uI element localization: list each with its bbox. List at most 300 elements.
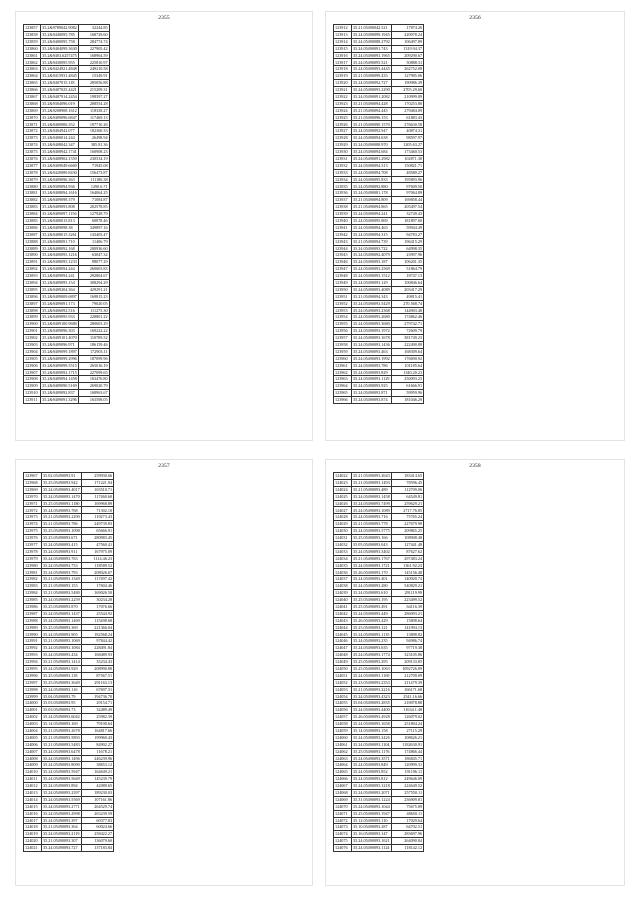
row-id-cell: 124047: [334, 645, 352, 652]
table-row: [334, 548, 424, 555]
row-code-cell: 35.02.05490093.91: [42, 473, 82, 480]
table-row: [24, 183, 110, 190]
row-code-cell: 35.24.05490093.1496: [43, 755, 80, 761]
row-id-cell: 124054: [334, 693, 352, 700]
row-id-cell: 124067: [334, 783, 352, 790]
row-id-cell: 124017: [24, 817, 42, 824]
row-code-cell: 35.24.05490093.4017: [43, 486, 80, 492]
row-amount-cell: 63047.32: [78, 252, 109, 259]
table-row: [24, 610, 114, 617]
row-code-cell: 35.24.05490093.397: [42, 817, 82, 824]
row-amount-cell: 48580.27: [391, 169, 423, 176]
row-amount-cell: 167975.09: [81, 548, 113, 555]
row-amount-cell: 227905.42: [78, 45, 109, 52]
row-code-cell: 35.24.05490095.521: [352, 59, 392, 66]
row-amount-cell: 64998.35: [391, 245, 423, 252]
row-code-cell: 35.21.05490093.5893: [43, 734, 80, 740]
row-amount-cell: 115498.68: [81, 617, 113, 624]
row-code-cell: 35.24.05490093.187: [352, 259, 392, 266]
table-row: [334, 514, 424, 521]
table-row: [334, 73, 424, 80]
row-amount-cell: 101185.64: [391, 362, 423, 369]
row-id-cell: 123862: [24, 59, 41, 66]
row-amount-cell: 98597.97: [391, 135, 423, 142]
row-id-cell: 123963: [334, 376, 352, 383]
row-amount-cell: 163598.05: [78, 397, 109, 404]
row-code-cell: 35.14.05490093.158: [352, 727, 392, 734]
row-amount-cell: 111186.38: [78, 176, 109, 183]
row-id-cell: 123885: [24, 217, 41, 224]
table-row: [334, 217, 424, 224]
ledger-table: [23, 24, 110, 404]
row-amount-cell: 40874.31: [391, 128, 423, 135]
row-amount-cell: 208554.28: [78, 100, 109, 107]
table-row: [334, 59, 424, 66]
row-amount-cell: 18747.13: [391, 273, 423, 280]
table-row: [334, 183, 424, 190]
table-row: [24, 341, 110, 348]
table-row: [334, 624, 424, 631]
table-row: [334, 397, 424, 404]
row-id-cell: 124018: [24, 824, 42, 831]
row-amount-cell: 2705.29.60: [391, 87, 423, 94]
row-amount-cell: 265016.19: [78, 362, 109, 369]
row-id-cell: 123941: [334, 224, 352, 231]
table-row: [24, 93, 110, 100]
row-id-cell: 124007: [24, 748, 42, 755]
row-id-cell: 124003: [24, 721, 42, 728]
row-code-cell: 35.24.05490091.2982: [353, 155, 390, 161]
table-row: [24, 486, 114, 493]
row-code-cell: 35.21.05490096.153: [352, 114, 392, 121]
row-id-cell: 123929: [334, 142, 352, 149]
row-id-cell: 124001: [24, 707, 42, 714]
row-id-cell: 123911: [24, 397, 41, 404]
row-amount-cell: 117469.13: [78, 114, 109, 121]
row-code-cell: 35.24.05490081.178: [352, 190, 392, 197]
row-id-cell: 123902: [24, 335, 41, 342]
row-id-cell: 124012: [24, 783, 42, 790]
table-row: [24, 679, 114, 686]
table-row: [24, 66, 110, 73]
row-code-cell: 35.24.05490093.1774: [353, 652, 390, 658]
table-row: [334, 224, 424, 231]
table-row: [24, 114, 110, 121]
row-code-cell: 35.24.05490093.2259: [43, 597, 80, 603]
row-amount-cell: 100846.64: [391, 279, 423, 286]
row-code-cell: 35.24.05490093.1129: [353, 376, 390, 382]
row-amount-cell: 97719.38: [391, 645, 423, 652]
table-row: [334, 555, 424, 562]
page-number: 2355: [158, 15, 170, 21]
row-code-cell: 35.24.05490093.2426: [353, 734, 390, 740]
row-id-cell: 123972: [24, 507, 42, 514]
table-row: [24, 845, 114, 852]
row-id-cell: 124028: [334, 514, 352, 521]
row-id-cell: 124005: [24, 734, 42, 741]
table-row: [334, 769, 424, 776]
row-id-cell: 124048: [334, 652, 352, 659]
row-code-cell: 35.24.05490093.793: [42, 569, 82, 576]
row-code-cell: 35.24.05490093.763: [42, 555, 82, 562]
table-row: [334, 762, 424, 769]
row-code-cell: 35.24.05490093.4445: [353, 66, 390, 72]
row-amount-cell: 279742.71: [391, 321, 423, 328]
row-code-cell: 35.21.05490093.364: [42, 824, 82, 831]
row-id-cell: 123926: [334, 121, 352, 128]
table-row: [334, 776, 424, 783]
row-amount-cell: 47560.41: [81, 541, 113, 548]
row-id-cell: 123944: [334, 245, 352, 252]
row-code-cell: 35.24.05490093.3402: [353, 548, 390, 554]
row-amount-cell: 260603.83: [78, 266, 109, 273]
table-row: [24, 142, 110, 149]
row-amount-cell: 182360.33: [78, 128, 109, 135]
row-id-cell: 123971: [24, 500, 42, 507]
table-row: [334, 597, 424, 604]
row-code-cell: 35.24.05490091.743: [352, 45, 392, 52]
row-amount-cell: 60878.46: [78, 217, 109, 224]
table-row: [24, 659, 114, 666]
row-id-cell: 123936: [334, 190, 352, 197]
table-row: [334, 541, 424, 548]
row-code-cell: 35.25.05490093.195: [352, 597, 392, 604]
table-row: [24, 252, 110, 259]
row-code-cell: 35.25.05490093.118: [42, 672, 82, 679]
table-row: [24, 355, 110, 362]
table-row: [334, 100, 424, 107]
table-row: [24, 266, 110, 273]
table-row: [334, 273, 424, 280]
row-id-cell: 123907: [24, 369, 41, 376]
table-row: [24, 52, 110, 59]
row-code-cell: 35.2&9403.6257475: [42, 52, 77, 58]
row-amount-cell: 102871.38: [391, 155, 423, 162]
row-id-cell: 124006: [24, 741, 42, 748]
row-id-cell: 123863: [24, 66, 41, 73]
row-code-cell: 35.24.05490093.2071: [353, 790, 390, 796]
row-code-cell: 35.24.05490093.116: [42, 686, 82, 693]
row-code-cell: 35.2&9409092.837: [41, 390, 79, 397]
row-code-cell: 35.25.05490093.121: [352, 624, 392, 631]
table-row: [334, 121, 424, 128]
row-amount-cell: 164649.21: [81, 769, 113, 776]
table-row: [24, 128, 110, 135]
row-amount-cell: 285056.88: [78, 80, 109, 87]
table-row: [24, 645, 114, 652]
table-row: [334, 638, 424, 645]
row-code-cell: 35.2&9408042.347: [41, 142, 79, 149]
row-id-cell: 123949: [334, 279, 352, 286]
row-amount-cell: 65666.91: [81, 528, 113, 535]
row-id-cell: 123895: [24, 286, 41, 293]
table-row: [334, 252, 424, 259]
row-code-cell: 35.24.05490092.947: [352, 128, 392, 135]
row-id-cell: 123928: [334, 135, 352, 142]
row-code-cell: 35.24.05490093.722: [352, 245, 392, 252]
row-code-cell: 35.21.05490093.1069: [43, 638, 80, 644]
row-id-cell: 123978: [24, 548, 42, 555]
table-row: [334, 521, 424, 528]
row-amount-cell: 195893.96: [391, 176, 423, 183]
row-code-cell: 35.24.05490093.1044: [353, 803, 390, 809]
row-amount-cell: 108626.21: [391, 734, 423, 741]
row-id-cell: 123915: [334, 45, 352, 52]
row-id-cell: 123860: [24, 45, 41, 52]
row-code-cell: 35.21.05490093.5483: [43, 741, 80, 747]
table-row: [24, 45, 110, 52]
table-row: [334, 831, 424, 838]
row-id-cell: 124075: [334, 838, 352, 845]
table-row: [24, 31, 110, 38]
row-amount-cell: 187099.96: [78, 355, 109, 362]
table-row: [334, 700, 424, 707]
table-row: [24, 493, 114, 500]
row-amount-cell: 189230.03: [81, 789, 113, 796]
row-amount-cell: 117497.42: [81, 576, 113, 583]
table-row: [334, 176, 424, 183]
row-amount-cell: 97844.42: [81, 638, 113, 645]
row-id-cell: 124050: [334, 665, 352, 672]
table-row: [334, 838, 424, 845]
row-amount-cell: 349897.16: [78, 224, 109, 231]
row-amount-cell: 35234.43: [81, 659, 113, 666]
row-amount-cell: 118338.27: [78, 107, 109, 114]
row-code-cell: 35.24.05490093.1470: [43, 493, 80, 499]
row-amount-cell: 51864.79: [391, 266, 423, 273]
row-amount-cell: 215209.31: [78, 87, 109, 94]
row-amount-cell: 164817.66: [81, 727, 113, 734]
row-id-cell: 124010: [24, 769, 42, 776]
row-amount-cell: 280983.45: [81, 535, 113, 542]
row-amount-cell: 160908.23: [78, 149, 109, 156]
row-code-cell: 35.2&9409098.38: [41, 224, 79, 231]
row-id-cell: 123881: [24, 190, 41, 197]
row-code-cell: 35.25.05490093.3649: [43, 679, 80, 685]
table-row: [24, 796, 114, 803]
row-id-cell: 123900: [24, 321, 41, 328]
row-id-cell: 124045: [334, 631, 352, 638]
table-row: [334, 211, 424, 218]
row-id-cell: 124016: [24, 810, 42, 817]
row-id-cell: 124019: [24, 831, 42, 838]
table-row: [334, 376, 424, 383]
table-row: [24, 741, 114, 748]
row-amount-cell: 198397.27: [78, 93, 109, 100]
row-code-cell: 35.24.05490093.3571: [353, 755, 390, 761]
row-amount-cell: 106497.89: [391, 38, 423, 45]
row-id-cell: 124025: [334, 493, 352, 500]
row-amount-cell: 32489.49: [81, 707, 113, 714]
row-amount-cell: 94986.74: [391, 638, 423, 645]
row-id-cell: 124008: [24, 755, 42, 762]
table-row: [24, 824, 114, 831]
table-row: [334, 486, 424, 493]
row-amount-cell: 11406.79: [78, 238, 109, 245]
row-code-cell: 35.26.05490093.429: [352, 617, 392, 624]
row-amount-cell: 279484.09: [391, 107, 423, 114]
table-row: [334, 817, 424, 824]
row-amount-cell: 164064.25: [78, 190, 109, 197]
table-row: [24, 80, 110, 87]
table-row: [24, 73, 110, 80]
row-id-cell: 123888: [24, 238, 41, 245]
row-amount-cell: 110709.52: [78, 335, 109, 342]
row-id-cell: 123962: [334, 369, 352, 376]
table-row: [24, 348, 110, 355]
table-row: [334, 796, 424, 803]
row-amount-cell: 120999.31: [391, 762, 423, 769]
row-code-cell: 35.24.05490093.786: [352, 362, 392, 369]
row-amount-cell: 112709.06: [391, 486, 423, 493]
row-code-cell: 35.2&9404099.3630: [42, 45, 77, 51]
table-row: [334, 341, 424, 348]
row-code-cell: 35.21.05490093.1349: [43, 576, 80, 582]
row-amount-cell: 246239.96: [81, 755, 113, 762]
row-amount-cell: 64702.51: [391, 824, 423, 831]
row-id-cell: 123913: [334, 31, 352, 38]
row-code-cell: 35.24.05490094.638: [352, 135, 392, 142]
row-amount-cell: 209133.85: [391, 659, 423, 666]
row-id-cell: 123882: [24, 197, 41, 204]
row-id-cell: 124064: [334, 762, 352, 769]
row-code-cell: 35.2&9407914.2454: [42, 93, 77, 99]
row-amount-cell: 223499.52: [391, 597, 423, 604]
table-row: [24, 721, 114, 728]
row-amount-cell: 72609.79: [391, 328, 423, 335]
row-id-cell: 123961: [334, 362, 352, 369]
table-row: [24, 473, 114, 480]
row-code-cell: 35.24.05490093.2569: [353, 266, 390, 272]
table-row: [24, 59, 110, 66]
table-row: [334, 135, 424, 142]
row-id-cell: 123975: [24, 528, 42, 535]
row-amount-cell: 194736.70: [81, 693, 113, 700]
row-code-cell: 35.21.05490042.521: [352, 25, 392, 32]
row-amount-cell: 264529.74: [81, 803, 113, 810]
row-id-cell: 123879: [24, 176, 41, 183]
table-row: [334, 679, 424, 686]
row-amount-cell: 264090.84: [391, 838, 423, 845]
table-row: [24, 838, 114, 845]
row-amount-cell: 170253.80: [391, 100, 423, 107]
table-row: [334, 493, 424, 500]
row-amount-cell: 168309.64: [391, 348, 423, 355]
row-id-cell: 124056: [334, 707, 352, 714]
table-row: [334, 279, 424, 286]
row-code-cell: 35.23.05490093.2353: [353, 679, 390, 685]
row-code-cell: 35.2&9408091.710: [41, 238, 79, 245]
row-code-cell: 35.24.05490094.708: [352, 169, 392, 176]
table-row: [334, 845, 424, 852]
row-id-cell: 124046: [334, 638, 352, 645]
table-row: [334, 721, 424, 728]
table-row: [24, 321, 110, 328]
row-id-cell: 123883: [24, 204, 41, 211]
row-amount-cell: 381749.23: [391, 335, 423, 342]
row-id-cell: 124057: [334, 714, 352, 721]
row-id-cell: 124004: [24, 727, 42, 734]
row-amount-cell: 200936.60: [78, 245, 109, 252]
row-amount-cell: 71945.08: [78, 162, 109, 169]
row-amount-cell: 181897.60: [391, 217, 423, 224]
table-row: [334, 293, 424, 300]
row-amount-cell: 323105.86: [391, 652, 423, 659]
row-code-cell: 35.21.05490094.428: [352, 100, 392, 107]
row-id-cell: 123909: [24, 383, 41, 390]
row-amount-cell: 25544.92: [81, 610, 113, 617]
row-amount-cell: 227099.65: [78, 369, 109, 376]
table-row: [334, 528, 424, 535]
table-row: [24, 300, 110, 307]
row-id-cell: 123953: [334, 307, 352, 314]
row-id-cell: 123922: [334, 93, 352, 100]
row-amount-cell: 1182630.91: [391, 741, 423, 748]
row-code-cell: 35.21.05490093.1767: [353, 555, 390, 561]
row-id-cell: 123940: [334, 217, 352, 224]
row-amount-cell: 107161.86: [81, 796, 113, 803]
table-row: [334, 707, 424, 714]
table-row: [334, 617, 424, 624]
row-amount-cell: 145156.48: [391, 569, 423, 576]
row-amount-cell: 385.81.36: [78, 142, 109, 149]
row-code-cell: 35.2&9400095.758: [41, 38, 79, 45]
row-amount-cell: 61883.43: [391, 114, 423, 121]
row-id-cell: 123859: [24, 38, 41, 45]
row-amount-cell: 64116.39: [391, 603, 423, 610]
row-code-cell: 35.25.05490093.1098: [43, 528, 80, 534]
row-code-cell: 35.24.05490093.129: [352, 279, 392, 286]
row-code-cell: 35.25.05490093.1063: [353, 665, 390, 671]
row-code-cell: 35.2&9409091.173: [41, 300, 79, 307]
table-row: [334, 693, 424, 700]
table-row: [334, 162, 424, 169]
row-amount-cell: 1340.20.23: [391, 369, 423, 376]
row-amount-cell: 15808.64: [391, 617, 423, 624]
table-row: [24, 507, 114, 514]
table-row: [334, 789, 424, 796]
row-amount-cell: 168729.60: [78, 31, 109, 38]
row-amount-cell: 126079.02: [391, 714, 423, 721]
page-number: 2357: [158, 463, 170, 469]
row-amount-cell: 286093.21: [391, 610, 423, 617]
row-amount-cell: 118589.52: [81, 562, 113, 569]
row-amount-cell: 84902.27: [81, 741, 113, 748]
row-code-cell: 35.21.05490093.2678: [43, 728, 80, 733]
row-amount-cell: 59944.49: [391, 224, 423, 231]
table-row: [334, 38, 424, 45]
row-code-cell: 35.24.05490093.1089: [353, 507, 390, 513]
row-code-cell: 35.24.05490092.4079: [353, 252, 390, 258]
row-id-cell: 123996: [24, 672, 42, 679]
table-row: [24, 217, 110, 224]
row-code-cell: 35.2&9409096.363: [41, 176, 79, 183]
row-amount-cell: 60024.66: [81, 824, 113, 831]
row-id-cell: 123939: [334, 211, 352, 218]
row-id-cell: 123870: [24, 114, 41, 121]
table-row: [24, 576, 114, 583]
table-row: [24, 789, 114, 796]
row-code-cell: 35.24.05490093.1436: [353, 342, 390, 348]
row-code-cell: 35.24.05490093.4089: [353, 286, 390, 292]
row-code-cell: 35.24.05490093.401: [352, 576, 392, 583]
row-id-cell: 124013: [24, 789, 42, 796]
row-id-cell: 123994: [24, 659, 42, 666]
row-code-cell: 35.31.05490093.1224: [353, 796, 390, 802]
row-amount-cell: 297483.24: [391, 555, 423, 562]
row-id-cell: 124011: [24, 776, 42, 783]
row-amount-cell: 1290.6.71: [78, 183, 109, 190]
